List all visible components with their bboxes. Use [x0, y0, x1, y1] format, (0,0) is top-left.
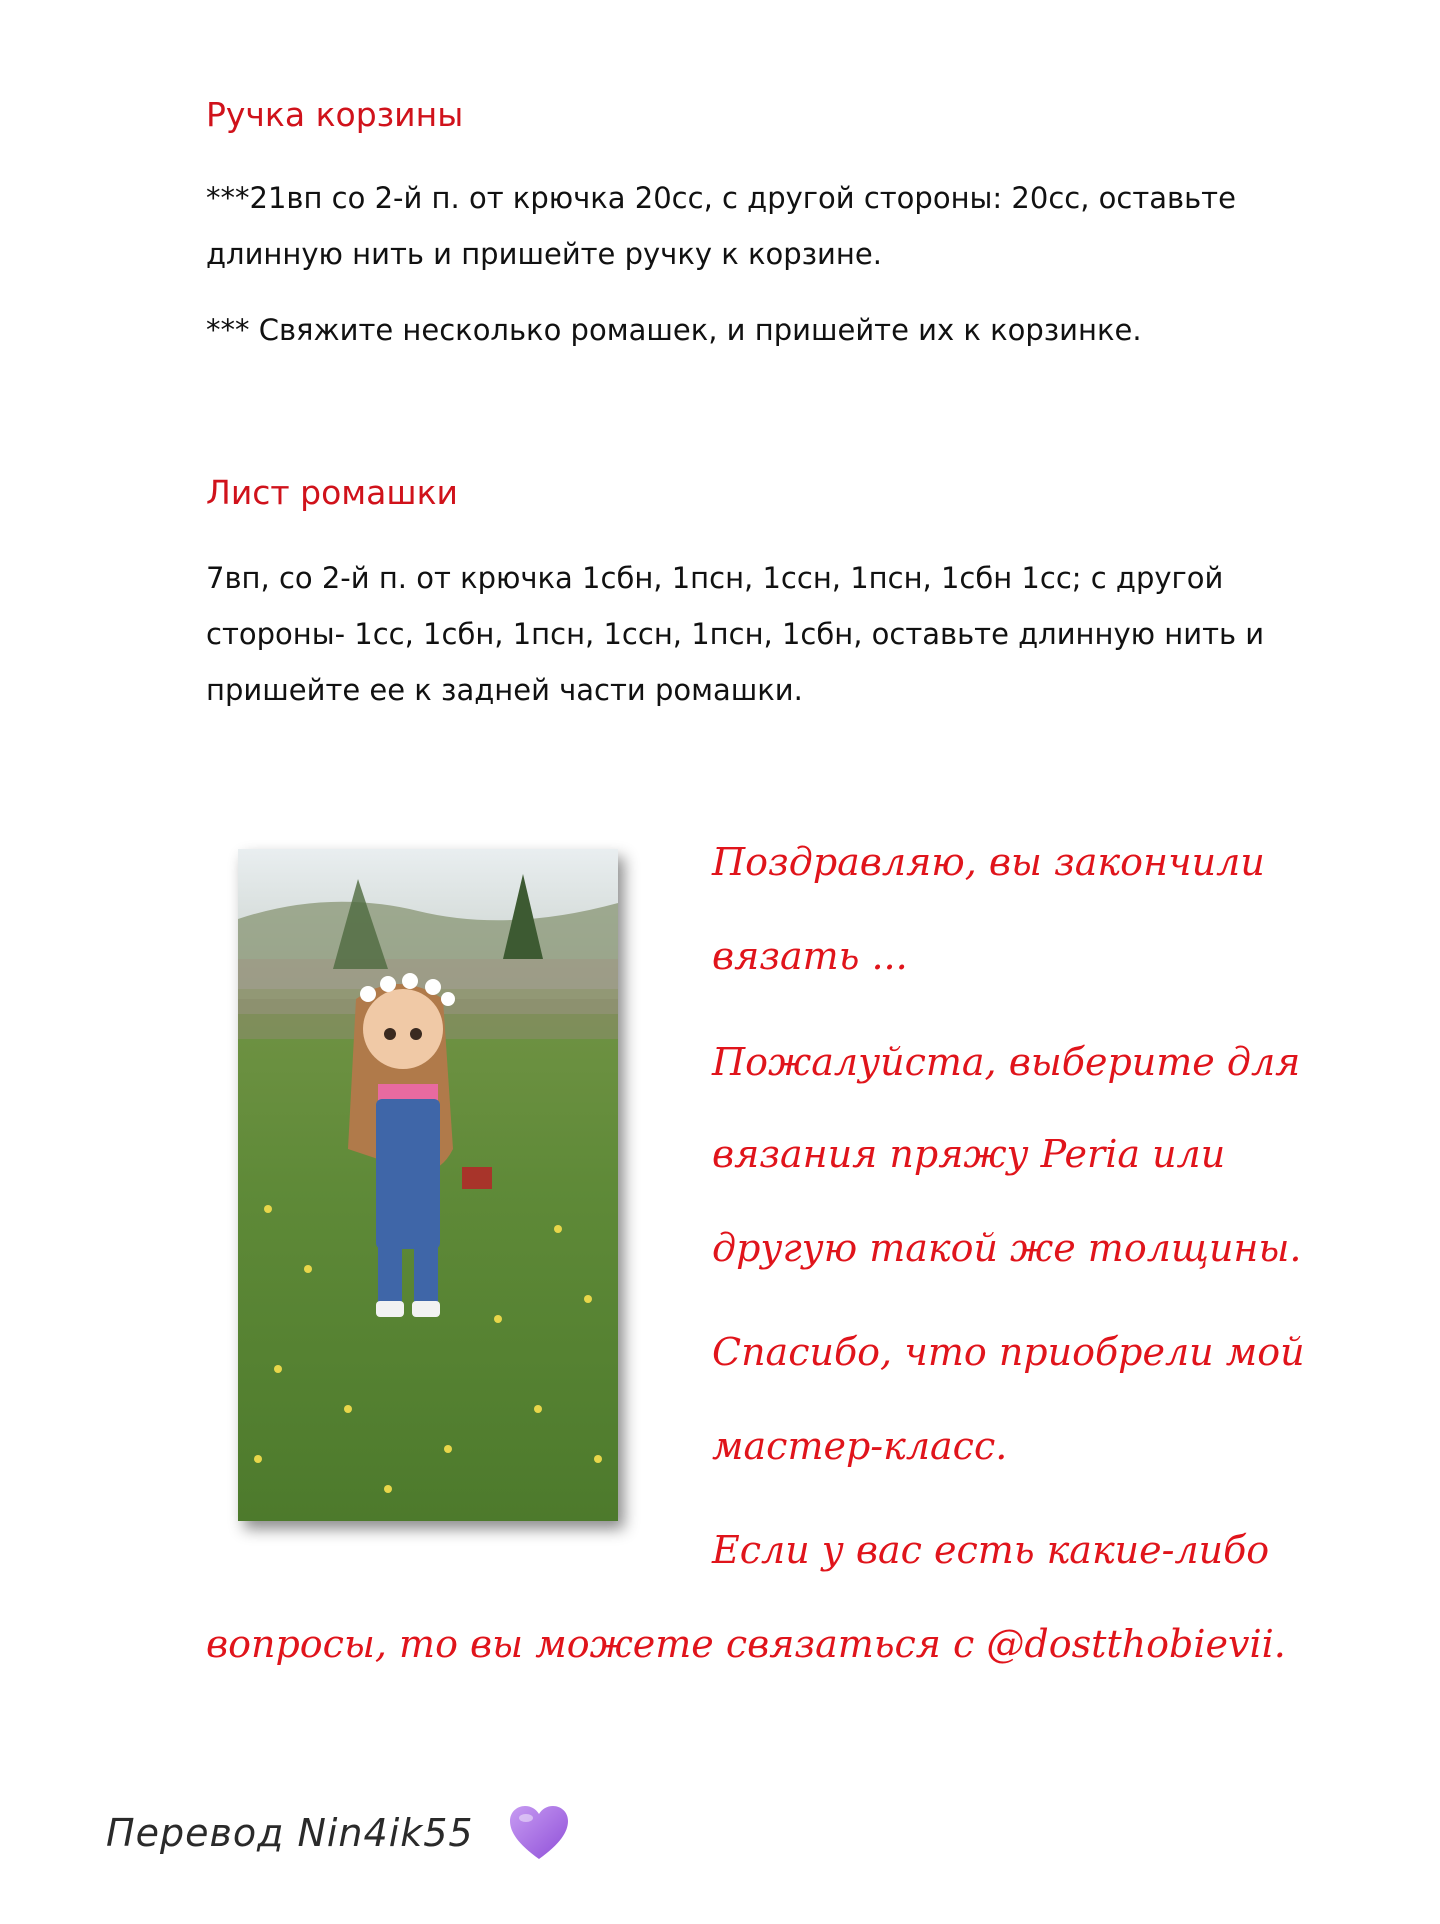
basket-handle-instructions: ***21вп со 2-й п. от крючка 20сс, с другой стороны: 20сс, оставьте длинную нить и пришейте ручку к корзине.: [206, 181, 1236, 271]
closing-line-1: Поздравляю, вы закончили: [712, 840, 1265, 884]
daisy-leaf-instructions: 7вп, со 2-й п. от крючка 1сбн, 1псн, 1ссн, 1псн, 1сбн 1сс; с другой стороны- 1сс, 1сбн, 1псн, 1ссн, 1псн, 1сбн, оставьте длинную нить и пришейте ее к задней части ромашки.: [206, 561, 1265, 707]
section-heading-basket-handle: Ручка корзины: [206, 95, 464, 134]
closing-line-2: вязать ...: [712, 934, 908, 978]
doll-photo: [238, 849, 618, 1521]
closing-line-contact: вопросы, то вы можете связаться с @dostthobievii.: [206, 1622, 1286, 1666]
closing-line-6: Спасибо, что приобрели мой: [712, 1330, 1305, 1374]
closing-line-8: Если у вас есть какие-либо: [712, 1528, 1270, 1572]
closing-line-4: вязания пряжу Peria или: [712, 1132, 1226, 1176]
translator-credit-text: Перевод Nin4ik55: [106, 1811, 474, 1855]
translator-credit: [106, 1804, 570, 1862]
daisies-note: *** Свяжите несколько ромашек, и пришейте их к корзинке.: [206, 313, 1142, 347]
closing-line-3: Пожалуйста, выберите для: [712, 1040, 1301, 1084]
closing-line-5: другую такой же толщины.: [712, 1226, 1302, 1270]
closing-line-7: мастер-класс.: [712, 1424, 1008, 1468]
section-heading-daisy-leaf: Лист ромашки: [206, 473, 458, 512]
purple-heart-icon: [508, 1804, 570, 1862]
